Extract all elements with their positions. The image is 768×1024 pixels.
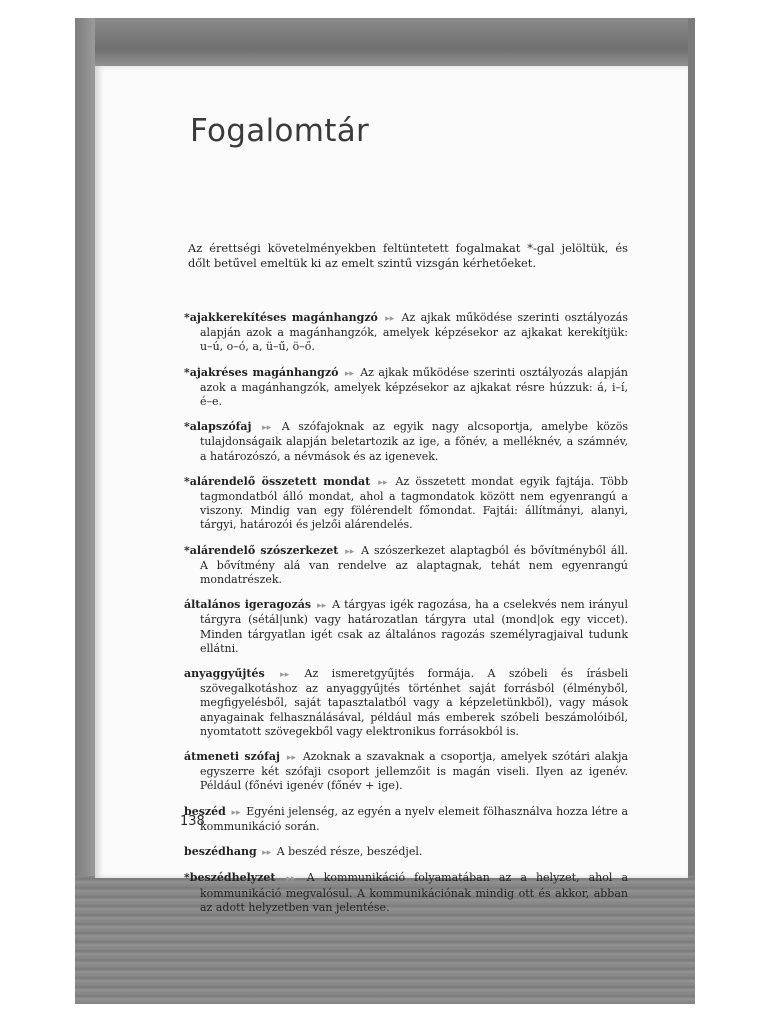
scan-border-top (75, 18, 695, 70)
scan-border-left (75, 18, 95, 1004)
arrow-icon: ▸▸ (317, 601, 327, 612)
entry-definition: Az összetett mondat egyik fajtája. Több tagmondatból álló mondat, ahol a tagmondatok között nem egyenrangú a viszony. Mindig van egy fölérendelt főmondat. Fajtái: állítmányi, alanyi, tárgyi, határozói és jelzői alárendelés. (200, 474, 628, 532)
scan-border-right (688, 18, 695, 1004)
arrow-icon: ▸▸ (344, 368, 354, 379)
glossary-entry (184, 311, 628, 355)
glossary-entry (184, 805, 628, 834)
glossary-entry (184, 598, 628, 656)
entry-definition: Az ajkak működése szerinti osztályozás alapján azok a magánhangzók, amelyek képzésekor az ajkakat kerekítjük: u–ú, o–ó, a, ü–ű, ö–ő. (200, 311, 628, 354)
glossary-entry (184, 845, 628, 860)
arrow-icon: ▸▸ (262, 848, 272, 859)
entry-term: beszéd (184, 804, 226, 818)
entry-term: *beszédhelyzet (184, 871, 276, 885)
entry-term: *ajakkerekítéses magánhangzó (184, 311, 378, 324)
entry-term: anyaggyűjtés (184, 667, 265, 681)
entry-definition: Egyéni jelenség, az egyén a nyelv elemeit fölhasználva hozza létre a kommunikáció során. (200, 804, 629, 833)
glossary-entry (184, 420, 628, 464)
entry-definition: A szófajoknak az egyik nagy alcsoportja, amelybe közös tulajdonságaik alapján beletartozik az ige, a főnév, a melléknév, a számnév, a határozószó, a névmások és az igenevek. (200, 420, 628, 463)
entry-term: *ajakréses magánhangzó (184, 365, 339, 379)
entry-term: *alárendelő összetett mondat (184, 474, 371, 488)
entry-definition: A szószerkezet alaptagból és bővítményből áll. A bővítmény alá van rendelve az alaptagnak, tehát nem egyenrangú mondatrészek. (200, 543, 629, 587)
entry-definition: A kommunikáció folyamatában az a helyzet, ahol a kommunikáció megvalósul. A kommunikációnak mindig ott és akkor, abban az adott helyzetben van jelentése. (200, 871, 629, 914)
entry-definition: Az ajkak működése szerinti osztályozás alapján azok a magánhangzók, amelyek képzésekor az ajkakat résre húzzuk: á, i–í, é–e. (200, 365, 628, 409)
entry-term: átmeneti szófaj (184, 750, 280, 764)
entry-term: általános igeragozás (184, 598, 312, 612)
arrow-icon: ▸▸ (286, 874, 296, 885)
arrow-icon: ▸▸ (345, 546, 355, 557)
arrow-icon: ▸▸ (262, 423, 272, 434)
glossary-entry (184, 544, 628, 588)
entry-definition: A beszéd része, beszédjel. (276, 845, 423, 859)
arrow-icon: ▸▸ (231, 807, 241, 818)
page-number: 138 (180, 814, 205, 829)
glossary-entry (184, 871, 628, 915)
glossary-list (184, 300, 628, 920)
page-title: Fogalomtár (190, 113, 370, 149)
glossary-entry (184, 475, 628, 533)
entry-definition: A tárgyas igék ragozása, ha a cselekvés nem irányul tárgyra (sétál|unk) vagy határozatlan tárgyra utal (mond|ok egy viccet). Minden tárgyatlan igét csak az általános ragozás személyragjaival tudunk ellátni. (200, 598, 628, 655)
entry-term: beszédhang (184, 845, 257, 859)
arrow-icon: ▸▸ (280, 670, 290, 681)
glossary-entry (184, 750, 628, 794)
arrow-icon: ▸▸ (385, 314, 395, 324)
entry-definition: Azoknak a szavaknak a csoportja, amelyek szótári alakja egyszerre két szófaji csoport jellemzőit is magán viseli. Ilyen az igenév. Például (főnévi igenév (főnév + ige). (200, 750, 629, 793)
glossary-entry (184, 667, 628, 739)
arrow-icon: ▸▸ (378, 477, 388, 488)
entry-term: *alapszófaj (184, 420, 252, 434)
entry-term: *alárendelő szószerkezet (184, 543, 339, 557)
glossary-entry (184, 366, 628, 410)
arrow-icon: ▸▸ (286, 753, 296, 764)
intro-paragraph: Az érettségi követelményekben feltüntetett fogalmakat *-gal jelöltük, és dőlt betűvel emeltük ki az emelt szintű vizsgán kérhetőeket. (188, 241, 628, 270)
entry-definition: Az ismeretgyűjtés formája. A szóbeli és írásbeli szövegalkotáshoz az anyaggyűjtés történhet saját forrásból (élményből, megfigyelésből, saját tapasztalatból vagy a képzeletünkből), vagy mások anyagainak felhasználásával, például más emberek szóbeli beszámolóiból, nyomtatott szövegekből vagy elektronikus forrásokból is. (200, 667, 629, 738)
